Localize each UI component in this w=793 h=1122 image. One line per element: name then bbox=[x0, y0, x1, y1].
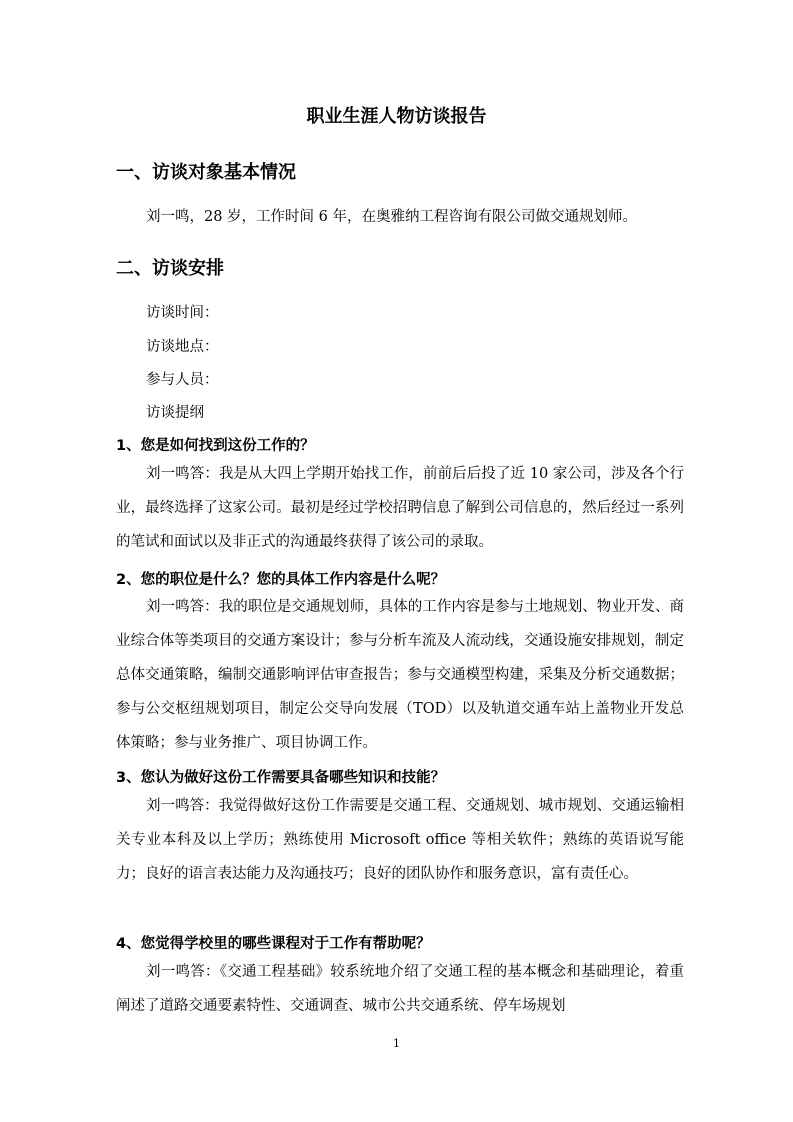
question-3: 3、您认为做好这份工作需要具备哪些知识和技能？ bbox=[116, 770, 446, 786]
section1-heading: 一、访谈对象基本情况 bbox=[116, 162, 296, 183]
answer-4: 刘一鸣答：《交通工程基础》较系统地介绍了交通工程的基本概念和基础理论，着重阐述了道路交通要素特性、交通调查、城市公共交通系统、停车场规划 bbox=[116, 964, 684, 1014]
interview-time-label: 访谈时间： bbox=[146, 305, 219, 321]
question-4: 4、您觉得学校里的哪些课程对于工作有帮助呢？ bbox=[116, 936, 431, 952]
answer-2: 刘一鸣答：我的职位是交通规划师，具体的工作内容是参与土地规划、物业开发、商业综合体等类项目的交通方案设计；参与分析车流及人流动线，交通设施安排规划，制定总体交通策略，编制交通影响评估审查报告；参与交通模型构建，采集及分析交通数据；参与公交枢纽规划项目，制定公交导向发展（TOD）以及轨道交通车站上盖物业开发总体策略；参与业务推广、项目协调工作。 bbox=[116, 599, 684, 751]
page-number: 1 bbox=[393, 1037, 400, 1050]
participants-label: 参与人员： bbox=[146, 372, 219, 388]
interview-place-label: 访谈地点： bbox=[146, 339, 219, 355]
outline-label: 访谈提纲 bbox=[146, 405, 204, 421]
report-title: 职业生涯人物访谈报告 bbox=[306, 106, 487, 127]
answer-3: 刘一鸣答：我觉得做好这份工作需要是交通工程、交通规划、城市规划、交通运输相关专业本科及以上学历；熟练使用 Microsoft office 等相关软件；熟练的英语说写能力；良好的语言表达能力及沟通技巧；良好的团队协作和服务意识，富有责任心。 bbox=[116, 798, 684, 882]
question-1: 1、您是如何找到这份工作的？ bbox=[116, 438, 315, 454]
interviewee-info: 刘一鸣，28 岁，工作时间 6 年，在奥雅纳工程咨询有限公司做交通规划师。 bbox=[146, 209, 638, 225]
section2-heading: 二、访谈安排 bbox=[116, 258, 224, 279]
question-2: 2、您的职位是什么？您的具体工作内容是什么呢？ bbox=[116, 572, 446, 588]
answer-1: 刘一鸣答：我是从大四上学期开始找工作，前前后后投了近 10 家公司，涉及各个行业，最终选择了这家公司。最初是经过学校招聘信息了解到公司信息的，然后经过一系列的笔试和面试以及非正式的沟通最终获得了该公司的录取。 bbox=[116, 466, 684, 550]
